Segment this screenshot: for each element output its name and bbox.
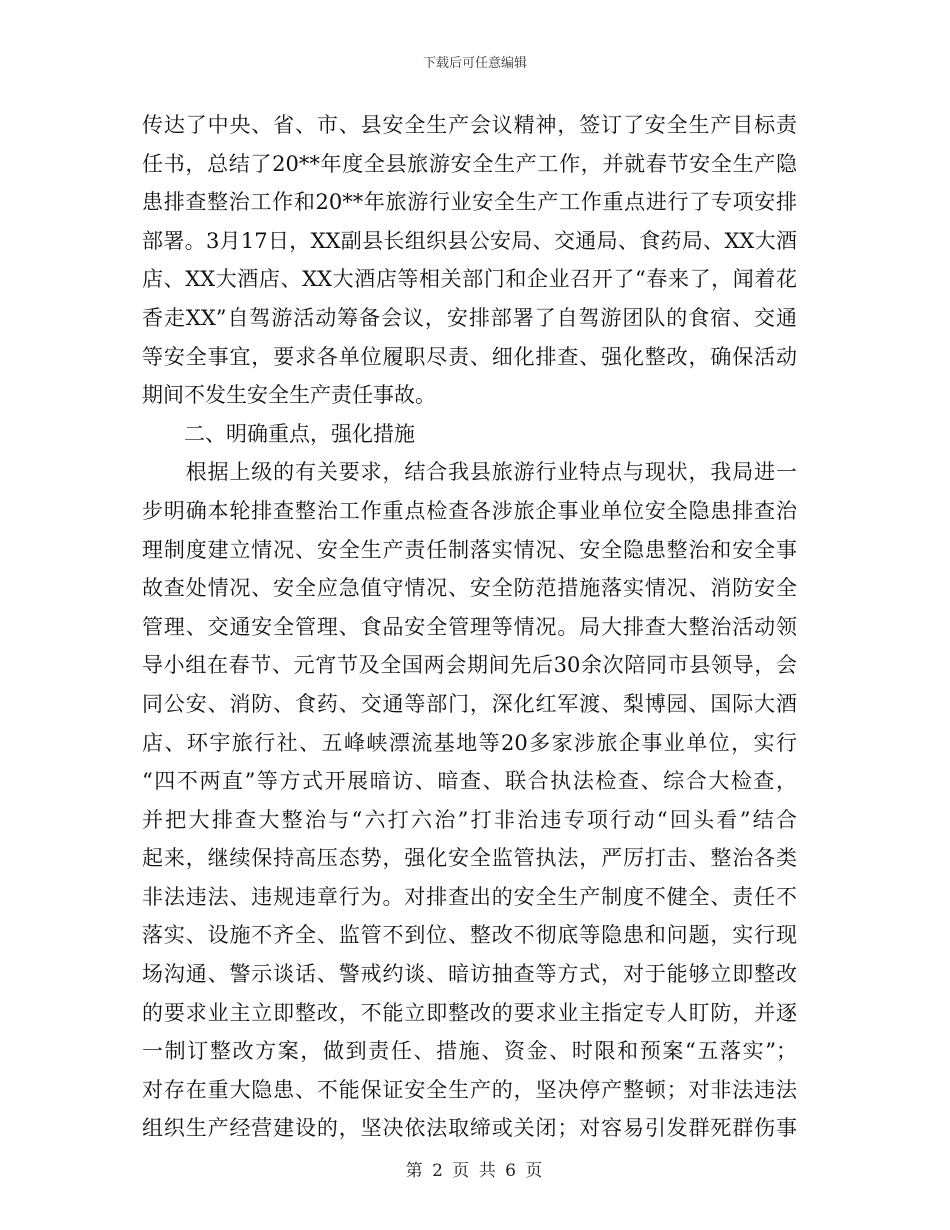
body-line: 非法违法、违规违章行为。对排查出的安全生产制度不健全、责任不 (142, 884, 797, 909)
body-line: 任书，总结了20**年度全县旅游安全生产工作，并就春节安全生产隐 (142, 151, 797, 176)
body-line: 同公安、消防、食药、交通等部门，深化红军渡、梨博园、国际大酒 (142, 691, 797, 716)
body-line: 并把大排查大整治与“六打六治”打非治违专项行动“回头看”结合 (142, 807, 797, 832)
body-line: 期间不发生安全生产责任事故。 (142, 383, 436, 408)
body-line: 组织生产经营建设的，坚决依法取缔或关闭；对容易引发群死群伤事 (142, 1116, 797, 1141)
body-line: 店、环宇旅行社、五峰峡漂流基地等20多家涉旅企事业单位，实行 (142, 730, 797, 755)
body-line: 部署。3月17日，XX副县长组织县公安局、交通局、食药局、XX大酒 (142, 228, 797, 253)
body-line: 落实、设施不齐全、监管不到位、整改不彻底等隐患和问题，实行现 (142, 923, 797, 948)
body-line: 根据上级的有关要求，结合我县旅游行业特点与现状，我局进一 (142, 460, 797, 485)
body-line: 患排查整治工作和20**年旅游行业安全生产工作重点进行了专项安排 (142, 190, 797, 215)
body-line: 的要求业主立即整改，不能立即整改的要求业主指定专人盯防，并逐 (142, 1000, 797, 1025)
body-line: 场沟通、警示谈话、警戒约谈、暗访抽查等方式，对于能够立即整改 (142, 962, 797, 987)
body-line: 导小组在春节、元宵节及全国两会期间先后30余次陪同市县领导，会 (142, 653, 797, 678)
body-line: 对存在重大隐患、不能保证安全生产的，坚决停产整顿；对非法违法 (142, 1077, 797, 1102)
body-line: 管理、交通安全管理、食品安全管理等情况。局大排查大整治活动领 (142, 614, 797, 639)
body-line: 一制订整改方案，做到责任、措施、资金、时限和预案“五落实”； (142, 1039, 797, 1064)
page-header: 下载后可任意编辑 (422, 56, 527, 71)
body-line: 步明确本轮排查整治工作重点检查各涉旅企事业单位安全隐患排查治 (142, 498, 797, 523)
section-heading: 二、明确重点，强化措施 (184, 421, 415, 446)
body-line: 传达了中央、省、市、县安全生产会议精神，签订了安全生产目标责 (142, 113, 797, 137)
body-line: 等安全事宜，要求各单位履职尽责、细化排查、强化整改，确保活动 (142, 344, 797, 369)
body-line: “四不两直”等方式开展暗访、暗查、联合执法检查、综合大检查， (142, 769, 797, 794)
document-body (142, 106, 797, 1148)
body-line: 故查处情况、安全应急值守情况、安全防范措施落实情况、消防安全 (142, 576, 797, 601)
body-line: 理制度建立情况、安全生产责任制落实情况、安全隐患整治和安全事 (142, 537, 797, 562)
body-line: 香走XX”自驾游活动筹备会议，安排部署了自驾游团队的食宿、交通 (142, 305, 797, 330)
body-line: 起来，继续保持高压态势，强化安全监管执法，严厉打击、整治各类 (142, 846, 797, 871)
body-line: 店、XX大酒店、XX大酒店等相关部门和企业召开了“春来了，闻着花 (142, 267, 797, 292)
page-footer: 第 2 页 共 6 页 (405, 1161, 545, 1181)
